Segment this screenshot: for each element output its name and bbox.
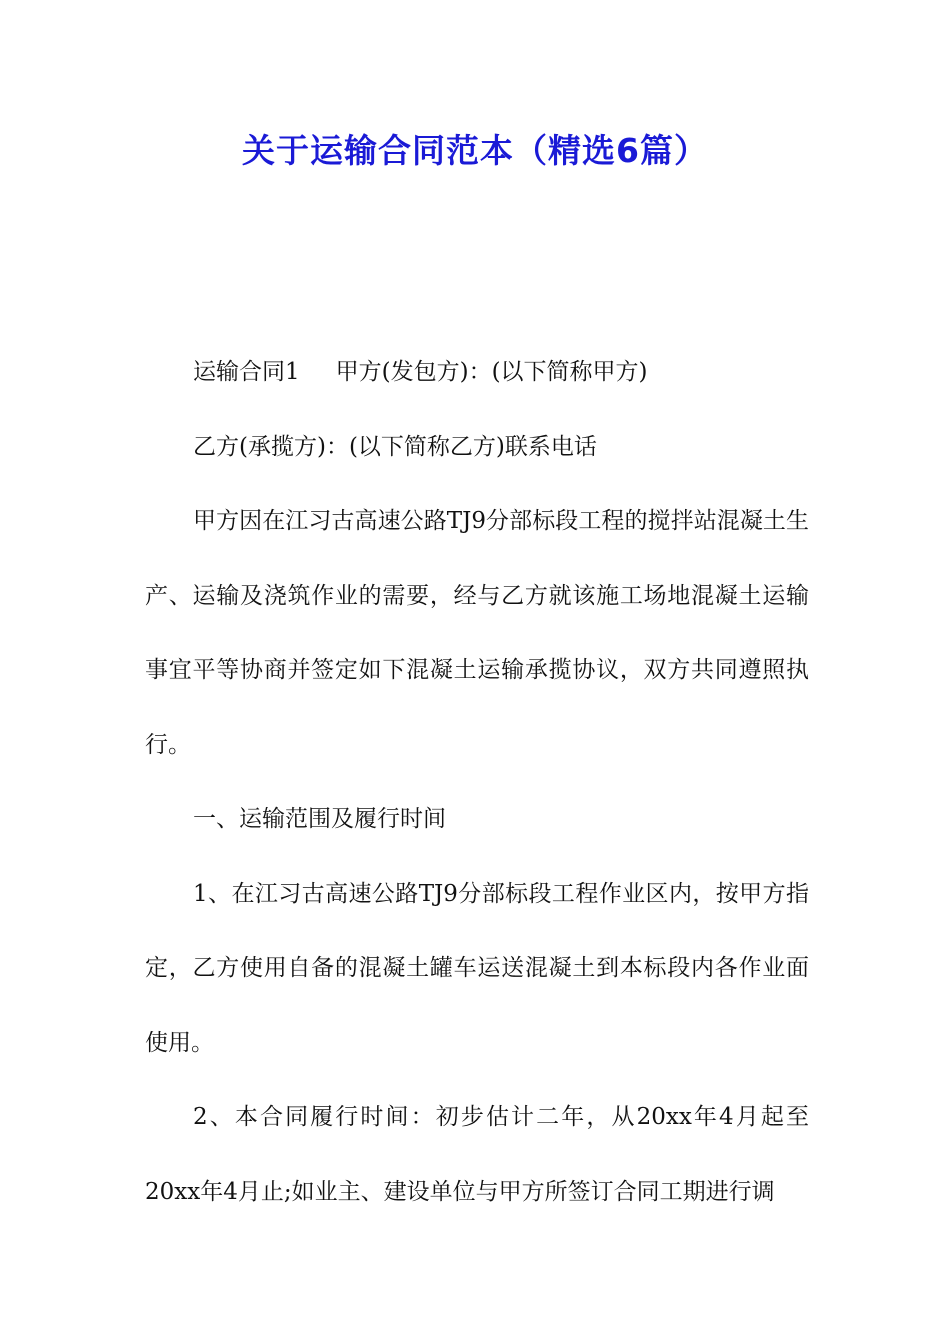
contract-number: 运输合同1: [193, 359, 300, 385]
document-body: [145, 335, 809, 1229]
document-title: 关于运输合同范本（精选6篇）: [242, 131, 708, 170]
paragraph-clause-2: 2、本合同履行时间：初步估计二年，从20xx年4月起至20xx年4月止;如业主、建设单位与甲方所签订合同工期进行调: [145, 1104, 809, 1205]
paragraph-contract-header: [145, 335, 809, 410]
paragraph-clause-1: 1、在江习古高速公路TJ9分部标段工程作业区内，按甲方指定，乙方使用自备的混凝土罐车运送混凝土到本标段内各作业面使用。: [145, 880, 809, 1056]
paragraph-party-b: 乙方(承揽方)：(以下简称乙方)联系电话: [193, 433, 597, 460]
paragraph-intro: 甲方因在江习古高速公路TJ9分部标段工程的搅拌站混凝土生产、运输及浇筑作业的需要，经与乙方就该施工场地混凝土运输事宜平等协商并签定如下混凝土运输承揽协议，双方共同遵照执行。: [145, 508, 809, 758]
section-heading-scope: 一、运输范围及履行时间: [193, 806, 446, 832]
party-a-line: 甲方(发包方)：(以下简称甲方): [335, 359, 648, 385]
